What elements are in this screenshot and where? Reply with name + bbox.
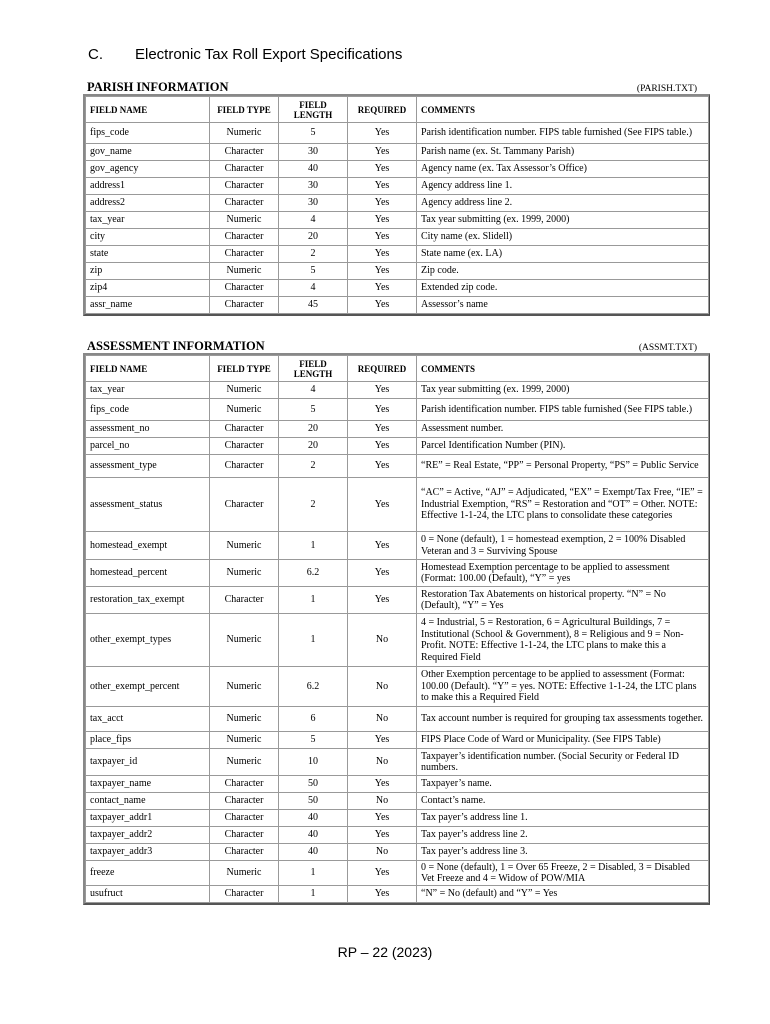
field-name-cell: fips_code <box>86 123 210 144</box>
parish-table-body <box>86 123 709 314</box>
assessment-table-frame <box>83 353 710 905</box>
field-length-cell: 1 <box>279 587 348 614</box>
parish-table-frame <box>83 94 710 316</box>
assessment-table <box>85 355 709 903</box>
field-name-cell: zip4 <box>86 280 210 297</box>
table-row <box>86 560 709 587</box>
col-field-name: FIELD NAME <box>86 97 210 123</box>
field-type-cell: Character <box>210 161 279 178</box>
comment-cell: Homestead Exemption percentage to be applied to assessment (Format: 100.00 (Default), “Y” = yes <box>417 560 709 587</box>
required-cell: Yes <box>348 382 417 399</box>
required-cell: No <box>348 667 417 707</box>
field-type-cell: Character <box>210 438 279 455</box>
assessment-header-row <box>86 356 709 382</box>
field-length-cell: 5 <box>279 399 348 421</box>
field-name-cell: assessment_type <box>86 455 210 478</box>
parish-header-row <box>86 97 709 123</box>
parish-table <box>85 96 709 314</box>
field-length-cell: 45 <box>279 297 348 314</box>
table-row <box>86 827 709 844</box>
col-comments: COMMENTS <box>417 97 709 123</box>
required-cell: Yes <box>348 263 417 280</box>
table-row <box>86 667 709 707</box>
field-type-cell: Numeric <box>210 560 279 587</box>
required-cell: Yes <box>348 532 417 560</box>
table-row <box>86 861 709 886</box>
required-cell: Yes <box>348 421 417 438</box>
field-name-cell: taxpayer_name <box>86 776 210 793</box>
field-length-cell: 2 <box>279 246 348 263</box>
col-field-length: FIELD LENGTH <box>279 356 348 382</box>
required-cell: Yes <box>348 280 417 297</box>
field-length-cell: 20 <box>279 421 348 438</box>
field-length-cell: 4 <box>279 280 348 297</box>
field-type-cell: Numeric <box>210 614 279 667</box>
required-cell: Yes <box>348 861 417 886</box>
comment-cell: Taxpayer’s name. <box>417 776 709 793</box>
comment-cell: Agency address line 2. <box>417 195 709 212</box>
field-type-cell: Numeric <box>210 399 279 421</box>
required-cell: Yes <box>348 178 417 195</box>
required-cell: Yes <box>348 195 417 212</box>
parish-section-title: PARISH INFORMATION <box>87 80 229 94</box>
field-name-cell: taxpayer_addr1 <box>86 810 210 827</box>
comment-cell: Contact’s name. <box>417 793 709 810</box>
required-cell: Yes <box>348 399 417 421</box>
required-cell: Yes <box>348 297 417 314</box>
table-row <box>86 438 709 455</box>
required-cell: Yes <box>348 587 417 614</box>
required-cell: Yes <box>348 776 417 793</box>
field-length-cell: 5 <box>279 263 348 280</box>
comment-cell: Assessment number. <box>417 421 709 438</box>
table-row <box>86 212 709 229</box>
required-cell: Yes <box>348 886 417 903</box>
field-type-cell: Numeric <box>210 732 279 749</box>
field-length-cell: 1 <box>279 532 348 560</box>
required-cell: Yes <box>348 732 417 749</box>
field-length-cell: 1 <box>279 614 348 667</box>
comment-cell: Restoration Tax Abatements on historical property. “N” = No (Default), “Y” = Yes <box>417 587 709 614</box>
field-type-cell: Character <box>210 886 279 903</box>
field-name-cell: place_fips <box>86 732 210 749</box>
col-field-type: FIELD TYPE <box>210 356 279 382</box>
field-type-cell: Numeric <box>210 707 279 732</box>
field-name-cell: assr_name <box>86 297 210 314</box>
comment-cell: Tax payer’s address line 1. <box>417 810 709 827</box>
required-cell: Yes <box>348 144 417 161</box>
table-row <box>86 161 709 178</box>
table-row <box>86 123 709 144</box>
table-row <box>86 844 709 861</box>
field-name-cell: other_exempt_percent <box>86 667 210 707</box>
required-cell: Yes <box>348 212 417 229</box>
table-row <box>86 297 709 314</box>
table-row <box>86 399 709 421</box>
comment-cell: Parish identification number. FIPS table furnished (See FIPS table.) <box>417 123 709 144</box>
field-type-cell: Character <box>210 246 279 263</box>
table-row <box>86 810 709 827</box>
assessment-section-title: ASSESSMENT INFORMATION <box>87 339 265 353</box>
table-row <box>86 229 709 246</box>
field-name-cell: other_exempt_types <box>86 614 210 667</box>
comment-cell: Agency address line 1. <box>417 178 709 195</box>
field-type-cell: Numeric <box>210 123 279 144</box>
field-length-cell: 1 <box>279 886 348 903</box>
field-name-cell: tax_year <box>86 212 210 229</box>
field-type-cell: Numeric <box>210 749 279 776</box>
comment-cell: Taxpayer’s identification number. (Social Security or Federal ID numbers. <box>417 749 709 776</box>
page-heading <box>88 46 402 63</box>
field-name-cell: taxpayer_addr2 <box>86 827 210 844</box>
parish-section-header <box>87 80 709 95</box>
field-length-cell: 40 <box>279 810 348 827</box>
field-type-cell: Character <box>210 776 279 793</box>
required-cell: Yes <box>348 478 417 532</box>
table-row <box>86 280 709 297</box>
assessment-section-header <box>87 339 709 354</box>
comment-cell: “AC” = Active, “AJ” = Adjudicated, “EX” = Exempt/Tax Free, “IE” = Industrial Exemption, “RS” = Restoration and “OT” = Other. NOTE: Effective 1-1-24, the LTC plans to consolidate these categories <box>417 478 709 532</box>
comment-cell: 0 = None (default), 1 = homestead exemption, 2 = 100% Disabled Veteran and 3 = Surviving Spouse <box>417 532 709 560</box>
table-row <box>86 776 709 793</box>
field-name-cell: gov_agency <box>86 161 210 178</box>
comment-cell: Parish name (ex. St. Tammany Parish) <box>417 144 709 161</box>
field-type-cell: Numeric <box>210 532 279 560</box>
field-name-cell: restoration_tax_exempt <box>86 587 210 614</box>
field-length-cell: 50 <box>279 793 348 810</box>
field-type-cell: Numeric <box>210 667 279 707</box>
comment-cell: “RE” = Real Estate, “PP” = Personal Property, “PS” = Public Service <box>417 455 709 478</box>
comment-cell: Parcel Identification Number (PIN). <box>417 438 709 455</box>
table-row <box>86 886 709 903</box>
required-cell: Yes <box>348 810 417 827</box>
field-name-cell: state <box>86 246 210 263</box>
table-row <box>86 246 709 263</box>
field-length-cell: 30 <box>279 178 348 195</box>
field-length-cell: 50 <box>279 776 348 793</box>
section-letter: C. <box>88 46 103 63</box>
table-row <box>86 532 709 560</box>
field-length-cell: 20 <box>279 438 348 455</box>
required-cell: Yes <box>348 246 417 263</box>
parish-file-name: (PARISH.TXT) <box>636 84 697 94</box>
field-type-cell: Numeric <box>210 861 279 886</box>
table-row <box>86 587 709 614</box>
comment-cell: Tax account number is required for grouping tax assessments together. <box>417 707 709 732</box>
field-name-cell: city <box>86 229 210 246</box>
comment-cell: Tax payer’s address line 3. <box>417 844 709 861</box>
field-type-cell: Character <box>210 827 279 844</box>
table-row <box>86 195 709 212</box>
comment-cell: Extended zip code. <box>417 280 709 297</box>
field-length-cell: 1 <box>279 861 348 886</box>
col-field-type: FIELD TYPE <box>210 97 279 123</box>
field-type-cell: Character <box>210 793 279 810</box>
table-row <box>86 178 709 195</box>
comment-cell: Parish identification number. FIPS table furnished (See FIPS table.) <box>417 399 709 421</box>
col-comments: COMMENTS <box>417 356 709 382</box>
table-row <box>86 478 709 532</box>
table-row <box>86 614 709 667</box>
required-cell: Yes <box>348 455 417 478</box>
assessment-table-body <box>86 382 709 903</box>
field-name-cell: homestead_percent <box>86 560 210 587</box>
field-length-cell: 6 <box>279 707 348 732</box>
field-type-cell: Character <box>210 844 279 861</box>
required-cell: Yes <box>348 438 417 455</box>
col-field-name: FIELD NAME <box>86 356 210 382</box>
comment-cell: Assessor’s name <box>417 297 709 314</box>
col-field-length: FIELD LENGTH <box>279 97 348 123</box>
field-name-cell: assessment_no <box>86 421 210 438</box>
col-required: REQUIRED <box>348 97 417 123</box>
table-row <box>86 263 709 280</box>
field-type-cell: Character <box>210 587 279 614</box>
field-type-cell: Character <box>210 455 279 478</box>
field-length-cell: 40 <box>279 844 348 861</box>
field-name-cell: fips_code <box>86 399 210 421</box>
table-row <box>86 707 709 732</box>
table-row <box>86 793 709 810</box>
field-name-cell: zip <box>86 263 210 280</box>
assessment-file-name: (ASSMT.TXT) <box>638 343 697 353</box>
field-type-cell: Character <box>210 478 279 532</box>
field-name-cell: assessment_status <box>86 478 210 532</box>
field-length-cell: 4 <box>279 382 348 399</box>
field-length-cell: 6.2 <box>279 667 348 707</box>
field-length-cell: 10 <box>279 749 348 776</box>
table-row <box>86 382 709 399</box>
field-length-cell: 5 <box>279 123 348 144</box>
field-name-cell: tax_acct <box>86 707 210 732</box>
field-name-cell: taxpayer_addr3 <box>86 844 210 861</box>
comment-cell: Other Exemption percentage to be applied to assessment (Format: 100.00 (Default). “Y” = yes. NOTE: Effective 1-1-24, the LTC plans to make this a Required Field <box>417 667 709 707</box>
field-type-cell: Character <box>210 810 279 827</box>
field-name-cell: usufruct <box>86 886 210 903</box>
col-required: REQUIRED <box>348 356 417 382</box>
field-type-cell: Numeric <box>210 382 279 399</box>
table-row <box>86 455 709 478</box>
field-type-cell: Character <box>210 144 279 161</box>
field-name-cell: address2 <box>86 195 210 212</box>
required-cell: Yes <box>348 827 417 844</box>
required-cell: Yes <box>348 123 417 144</box>
required-cell: No <box>348 793 417 810</box>
table-row <box>86 749 709 776</box>
comment-cell: Agency name (ex. Tax Assessor’s Office) <box>417 161 709 178</box>
field-type-cell: Character <box>210 421 279 438</box>
field-length-cell: 20 <box>279 229 348 246</box>
field-name-cell: gov_name <box>86 144 210 161</box>
page-title: Electronic Tax Roll Export Specifications <box>135 46 403 63</box>
field-length-cell: 4 <box>279 212 348 229</box>
comment-cell: 0 = None (default), 1 = Over 65 Freeze, 2 = Disabled, 3 = Disabled Vet Freeze and 4 = Widow of POW/MIA <box>417 861 709 886</box>
field-name-cell: parcel_no <box>86 438 210 455</box>
comment-cell: FIPS Place Code of Ward or Municipality. (See FIPS Table) <box>417 732 709 749</box>
required-cell: Yes <box>348 560 417 587</box>
field-type-cell: Character <box>210 229 279 246</box>
field-name-cell: homestead_exempt <box>86 532 210 560</box>
table-row <box>86 144 709 161</box>
field-type-cell: Character <box>210 280 279 297</box>
field-type-cell: Numeric <box>210 263 279 280</box>
required-cell: Yes <box>348 229 417 246</box>
page-footer: RP – 22 (2023) <box>337 944 433 960</box>
field-length-cell: 6.2 <box>279 560 348 587</box>
required-cell: No <box>348 707 417 732</box>
comment-cell: City name (ex. Slidell) <box>417 229 709 246</box>
table-row <box>86 421 709 438</box>
field-length-cell: 30 <box>279 144 348 161</box>
required-cell: Yes <box>348 161 417 178</box>
comment-cell: Zip code. <box>417 263 709 280</box>
field-name-cell: address1 <box>86 178 210 195</box>
table-row <box>86 732 709 749</box>
comment-cell: Tax year submitting (ex. 1999, 2000) <box>417 382 709 399</box>
field-length-cell: 2 <box>279 478 348 532</box>
field-name-cell: contact_name <box>86 793 210 810</box>
field-type-cell: Character <box>210 178 279 195</box>
field-type-cell: Character <box>210 195 279 212</box>
comment-cell: “N” = No (default) and “Y” = Yes <box>417 886 709 903</box>
required-cell: No <box>348 614 417 667</box>
comment-cell: Tax payer’s address line 2. <box>417 827 709 844</box>
required-cell: No <box>348 844 417 861</box>
field-length-cell: 40 <box>279 161 348 178</box>
field-length-cell: 2 <box>279 455 348 478</box>
field-name-cell: tax_year <box>86 382 210 399</box>
comment-cell: 4 = Industrial, 5 = Restoration, 6 = Agricultural Buildings, 7 = Institutional (School & Government), 8 = Religious and 9 = Non-Profit. NOTE: Effective 1-1-24, the LTC plans to make this a Required Field <box>417 614 709 667</box>
field-length-cell: 40 <box>279 827 348 844</box>
field-type-cell: Numeric <box>210 212 279 229</box>
field-length-cell: 5 <box>279 732 348 749</box>
field-name-cell: freeze <box>86 861 210 886</box>
comment-cell: Tax year submitting (ex. 1999, 2000) <box>417 212 709 229</box>
field-length-cell: 30 <box>279 195 348 212</box>
field-name-cell: taxpayer_id <box>86 749 210 776</box>
comment-cell: State name (ex. LA) <box>417 246 709 263</box>
required-cell: No <box>348 749 417 776</box>
field-type-cell: Character <box>210 297 279 314</box>
